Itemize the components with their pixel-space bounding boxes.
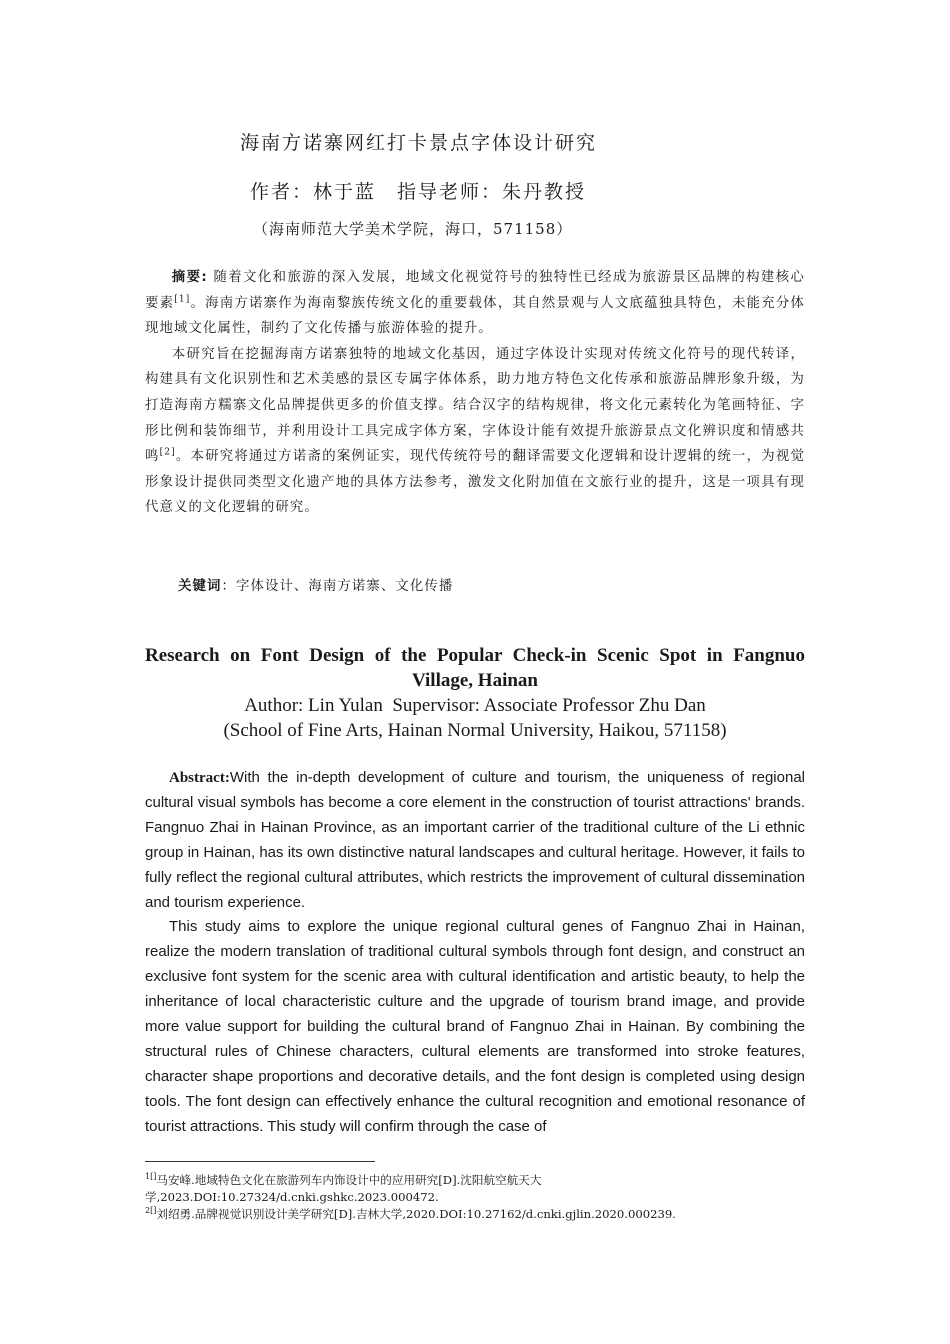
english-title <box>145 643 805 693</box>
chinese-abstract-text: 本研究旨在挖掘海南方诺寨独特的地域文化基因，通过字体设计实现对传统文化符号的现代转译，构建具有文化识别性和艺术美感的景区专属字体体系，助力地方特色文化传承和旅游品牌形象升级，为打造海南方糯寨文化品牌提供更多的价值支撑。结合汉字的结构规律，将文化元素转化为笔画特征、字形比例和装饰细节，并利用设计工具完成字体方案，字体设计能有效提升旅游景点文化辨识度和情感共鸣 <box>145 346 805 465</box>
chinese-abstract-label: 摘要: <box>171 270 208 285</box>
chinese-abstract <box>145 265 805 521</box>
english-abstract-paragraph-1 <box>145 766 805 915</box>
chinese-abstract-text: 。本研究将通过方诺斋的案例证实，现代传统符号的翻译需要文化逻辑和设计逻辑的统一，为视觉形象设计提供同类型文化遗产地的具体方法参考，激发文化附加值在文旅行业的提升，这是一项具有现代意义的文化逻辑的研究。 <box>145 449 805 516</box>
citation-ref-2: [2] <box>159 447 176 458</box>
english-abstract <box>145 766 805 1140</box>
footnote-mark: 1[] <box>145 1172 157 1182</box>
english-abstract-label: Abstract: <box>169 770 230 786</box>
chinese-abstract-paragraph-1 <box>145 265 805 342</box>
chinese-author-line: 作者：林于蓝 指导老师：朱丹教授 <box>250 181 587 203</box>
footnote-1 <box>145 1172 805 1206</box>
keywords-label: 关键词 <box>178 579 222 594</box>
footnote-2 <box>145 1206 805 1223</box>
english-title-line-1: Research on Font Design of the Popular Check-in Scenic Spot in Fangnuo <box>145 645 805 666</box>
english-abstract-paragraph-2 <box>145 915 805 1139</box>
chinese-abstract-text: 。海南方诺寨作为海南黎族传统文化的重要载体，其自然景观与人文底蕴独具特色，未能充分体现地域文化属性，制约了文化传播与旅游体验的提升。 <box>145 295 806 337</box>
english-abstract-text: This study aims to explore the unique regional cultural genes of Fangnuo Zhai in Hainan, realize the modern translation of traditional cultural symbols through font design, and construct an exclusive font system for the scenic area with cultural identification and artistic beauty, to help the inheritance of local characteristic culture and the upgrade of tourism brand image, and provide more value support for building the cultural brand of Fangnuo Zhai in Hainan. By combining the structural rules of Chinese characters, cultural elements are transformed into stroke features, character shape proportions and decorative details, and the font design is completed using design tools. The font design can effectively enhance the cultural recognition and emotional resonance of tourist attractions. This study will confirm through the case of <box>145 918 805 1135</box>
chinese-affiliation: （海南师范大学美术学院，海口，571158） <box>253 220 573 238</box>
chinese-title: 海南方诺寨网红打卡景点字体设计研究 <box>240 132 598 154</box>
footnote-divider <box>145 1161 375 1162</box>
english-abstract-text: With the in-depth development of culture and tourism, the uniqueness of regional cultural visual symbols has become a core element in the construction of tourist attractions' brands. Fangnuo Zhai in Hainan Province, as an important carrier of the traditional culture of the Li ethnic group in Hainan, has its own distinctive natural landscapes and cultural heritage. However, it fails to fully reflect the regional cultural attributes, which restricts the improvement of cultural dissemination and tourism experience. <box>145 769 805 911</box>
english-author-line: Author: Lin Yulan Supervisor: Associate Professor Zhu Dan <box>244 695 706 716</box>
keywords-text: ：字体设计、海南方诺寨、文化传播 <box>221 579 454 594</box>
citation-ref-1: [1] <box>174 294 191 305</box>
chinese-abstract-paragraph-2 <box>145 342 805 521</box>
english-title-line-2: Village, Hainan <box>412 670 538 691</box>
chinese-keywords <box>178 575 453 594</box>
footnotes <box>145 1172 805 1223</box>
footnote-text: 马安峰.地域特色文化在旅游列车内饰设计中的应用研究[D].沈阳航空航天大学,2023.DOI:10.27324/d.cnki.gshkc.2023.000472. <box>145 1173 542 1204</box>
footnote-mark: 2[] <box>145 1206 157 1216</box>
footnote-text: 刘绍勇.品牌视觉识别设计美学研究[D].吉林大学,2020.DOI:10.27162/d.cnki.gjlin.2020.000239. <box>156 1207 676 1221</box>
english-affiliation: (School of Fine Arts, Hainan Normal University, Haikou, 571158) <box>223 720 727 741</box>
chinese-abstract-text: 随着文化和旅游的深入发展，地域文化视觉符号的独特性已经成为旅游景区品牌的构建核心要素 <box>145 270 805 311</box>
